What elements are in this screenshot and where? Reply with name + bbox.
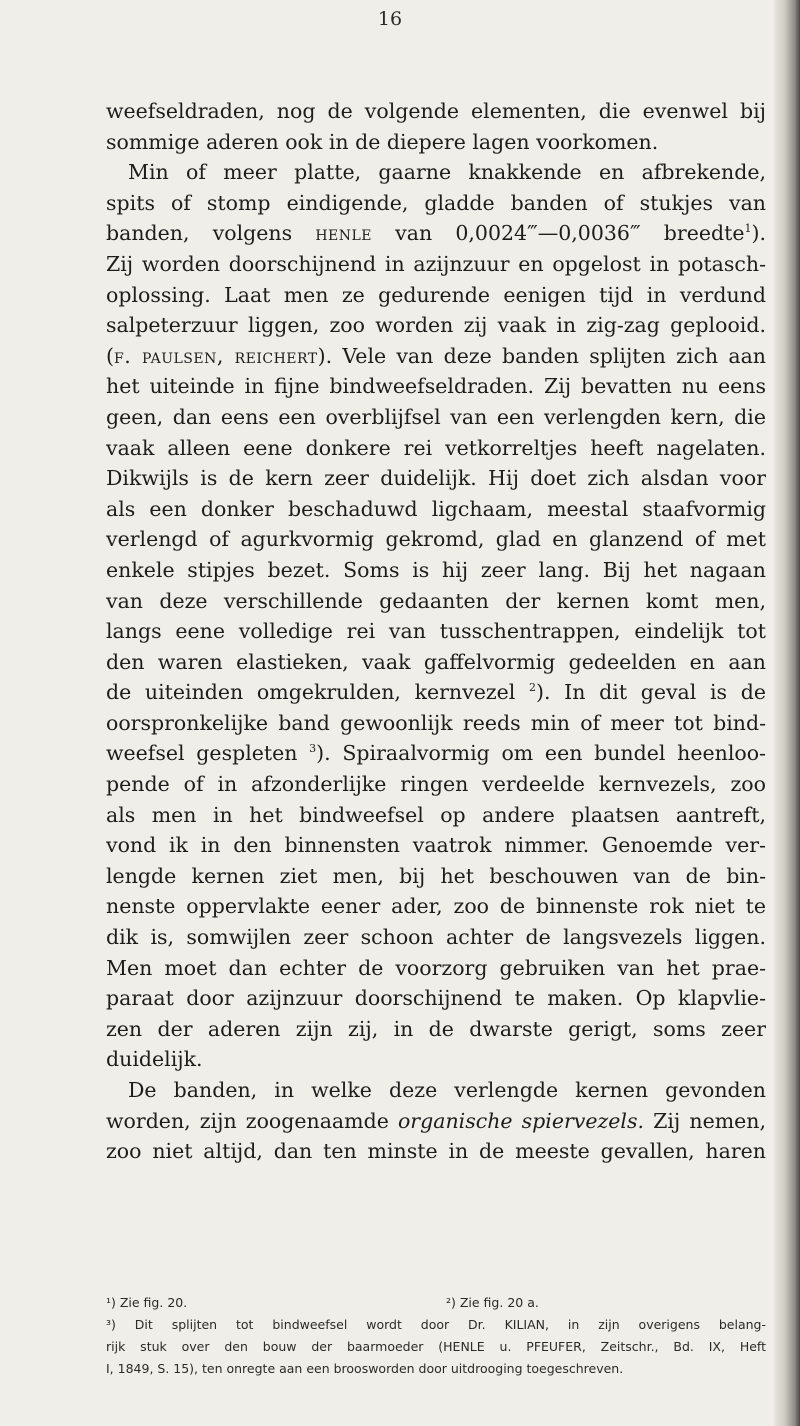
text-line: duidelijk.: [106, 1047, 203, 1072]
footnote-3: ³) Dit splijten tot bindweefsel wordt door Dr. KILIAN, in zijn overigens belang-: [106, 1317, 766, 1332]
emphasized-term: organische spiervezels.: [397, 1108, 645, 1133]
text-line: Men moet dan echter de voorzorg gebruiken van het prae-: [106, 955, 766, 980]
text-line: het uiteinde in fijne bindweefseldraden. Zij bevatten nu eens: [106, 374, 766, 399]
text-line: dik is, somwijlen zeer schoon achter de langsvezels liggen.: [106, 925, 766, 950]
text-line: pende of in afzonderlijke ringen verdeelde kernvezels, zoo: [106, 772, 766, 797]
text-line: lengde kernen ziet men, bij het beschouwen van de bin-: [106, 863, 766, 888]
text-line: den waren elastieken, vaak gaffelvormig gedeelden en aan: [106, 649, 766, 674]
text-line: nenste oppervlakte eener ader, zoo de binnenste rok niet te: [106, 894, 766, 919]
text-line: oorspronkelijke band gewoonlijk reeds min of meer tot bind-: [106, 710, 766, 735]
text-line: spits of stomp eindigende, gladde banden of stukjes van: [106, 190, 766, 215]
page-number: 16: [377, 8, 403, 30]
footnote-ref: 2: [529, 681, 536, 695]
text-line: de uiteinden omgekrulden, kernvezel $^2$). In dit geval is de: [106, 680, 766, 705]
text-line: weefsel gespleten $^3$). Spiraalvormig om een bundel heenloo-: [106, 741, 766, 766]
text-line: paraat door azijnzuur doorschijnend te maken. Op klapvlie-: [106, 986, 766, 1011]
text-line: Zij worden doorschijnend in azijnzuur en opgelost in potasch-: [106, 251, 766, 276]
text-line: geen, dan eens een overblijfsel van een verlengden kern, die: [106, 404, 766, 429]
page-edge-shadow: [774, 0, 800, 1426]
author-name: henle: [315, 221, 373, 246]
text-line: zoo niet altijd, dan ten minste in de meeste gevallen, haren: [106, 1139, 766, 1164]
text-line: zen der aderen zijn zij, in de dwarste gerigt, soms zeer: [106, 1016, 766, 1041]
footnote-1: ¹) Zie fig. 20.: [106, 1295, 188, 1310]
footnote-3: rijk stuk over den bouw der baarmoeder (HENLE u. PFEUFER, Zeitschr., Bd. IX, Heft: [106, 1339, 766, 1354]
text-line: enkele stipjes bezet. Soms is hij zeer lang. Bij het nagaan: [106, 557, 766, 582]
footnote-3: I, 1849, S. 15), ten onregte aan een broosworden door uitdrooging toegeschreven.: [106, 1361, 624, 1376]
text-line: langs eene volledige rei van tusschentrappen, eindelijk tot: [106, 619, 766, 644]
text-line: Min of meer platte, gaarne knakkende en afbrekende,: [128, 160, 766, 185]
text-line: als een donker beschaduwd ligchaam, meestal staafvormig: [106, 496, 766, 521]
text-line: salpeterzuur liggen, zoo worden zij vaak in zig-zag geplooid.: [106, 313, 766, 338]
text-line: banden, volgens henle van 0,0024‴—0,0036‴ breedte$^1$).: [106, 221, 766, 246]
footnote-ref: 3: [309, 742, 317, 756]
text-line: De banden, in welke deze verlengde kernen gevonden: [128, 1078, 766, 1102]
body-text: [106, 96, 766, 1167]
footnotes: [106, 1292, 766, 1380]
text-line: sommige aderen ook in de diepere lagen voorkomen.: [106, 129, 659, 154]
text-line: als men in het bindweefsel op andere plaatsen aantreft,: [106, 802, 766, 827]
author-name: f. paulsen, reichert: [114, 343, 318, 368]
text-line: weefseldraden, nog de volgende elementen, die evenwel bij: [106, 99, 766, 123]
footnote-ref: 1: [744, 222, 752, 236]
footnote-2: ²) Zie fig. 20 a.: [446, 1295, 539, 1310]
text-line: worden, zijn zoogenaamde organische spiervezels. Zij nemen,: [106, 1108, 766, 1133]
text-line: verlengd of agurkvormig gekromd, glad en glanzend of met: [106, 527, 766, 552]
text-line: vond ik in den binnensten vaatrok nimmer. Genoemde ver-: [106, 833, 766, 858]
text-line: Dikwijls is de kern zeer duidelijk. Hij doet zich alsdan voor: [106, 466, 766, 491]
text-line: oplossing. Laat men ze gedurende eenigen tijd in verdund: [106, 282, 766, 307]
text-line: vaak alleen eene donkere rei vetkorreltjes heeft nagelaten.: [106, 435, 766, 460]
footnote-row: [106, 1292, 766, 1314]
text-line: (f. paulsen, reichert). Vele van deze banden splijten zich aan: [106, 343, 766, 368]
text-line: van deze verschillende gedaanten der kernen komt men,: [106, 588, 766, 613]
